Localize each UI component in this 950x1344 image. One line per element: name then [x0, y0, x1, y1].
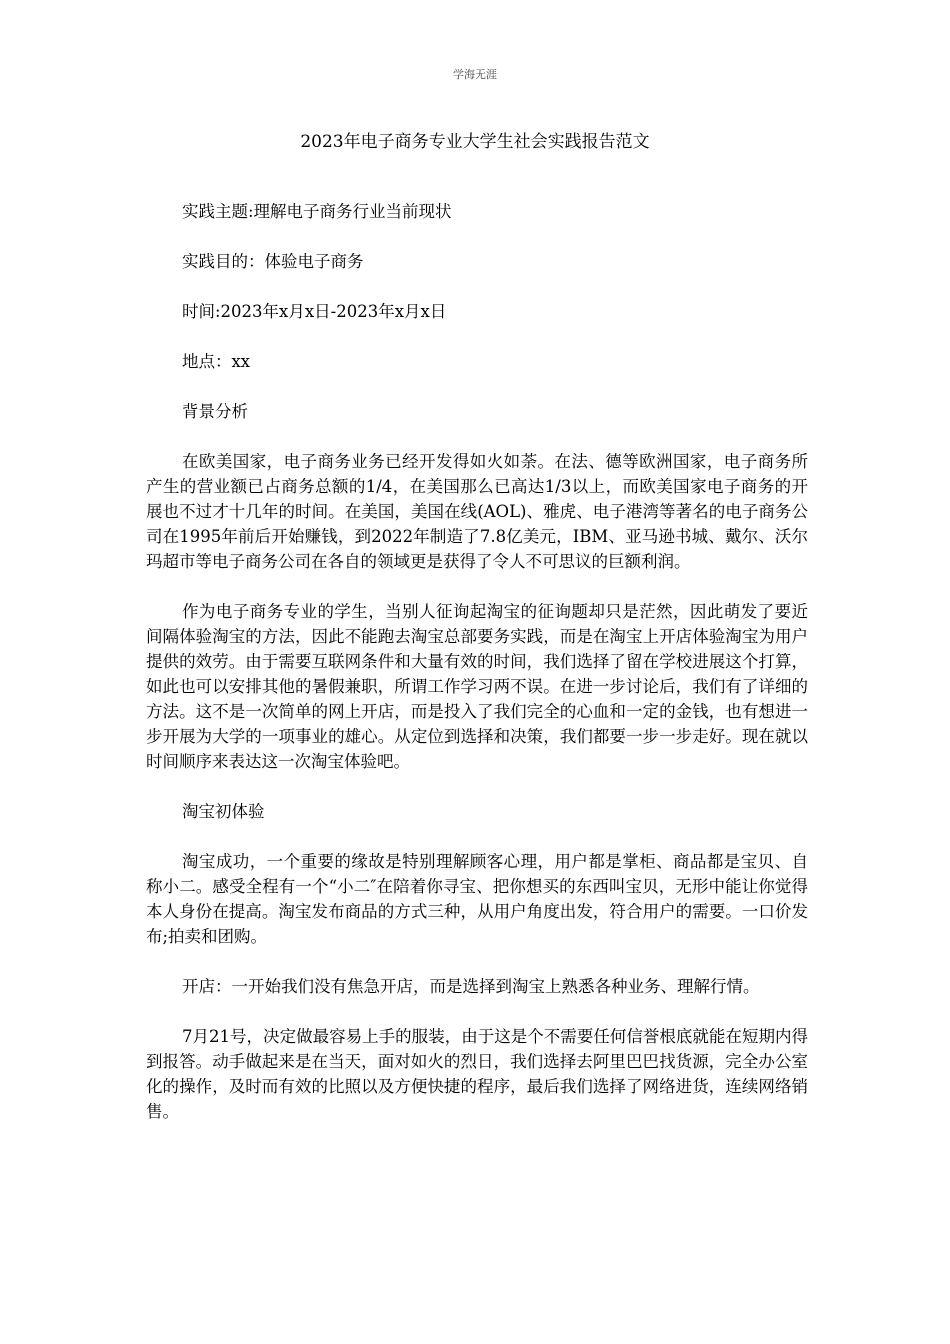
paragraph-taobao-success: 淘宝成功，一个重要的缘故是特别理解顾客心理，用户都是掌柜、商品都是宝贝、自称小二。感受全程有一个“小二″在陪着你寻宝、把你想买的东西叫宝贝，无形中能让你觉得本人身份在提高。淘宝发布商品的方式三种，从用户角度出发，符合用户的需要。一口价发布;拍卖和团购。 — [146, 852, 808, 946]
paragraph-motivation: 作为电子商务专业的学生，当别人征询起淘宝的征询题却只是茫然，因此萌发了要近间隔体验淘宝的方法，因此不能跑去淘宝总部要务实践，而是在淘宝上开店体验淘宝为用户提供的效劳。由于需要互联网条件和大量有效的时间，我们选择了留在学校进展这个打算，如此也可以安排其他的暑假兼职，所谓工作学习两不误。在进一步讨论后，我们有了详细的方法。这不是一次简单的网上开店，而是投入了我们完全的心血和一定的金钱，也有想进一步开展为大学的一项事业的雄心。从定位到选择和决策，我们都要一步一步走好。现在就以时间顺序来表达这一次淘宝体验吧。 — [146, 602, 808, 771]
practice-location: 地点：xx — [182, 352, 251, 371]
practice-theme: 实践主题:理解电子商务行业当前现状 — [182, 202, 452, 221]
practice-purpose: 实践目的：体验电子商务 — [182, 252, 364, 271]
document-body — [146, 199, 808, 1149]
section-heading-background: 背景分析 — [182, 402, 248, 421]
practice-time: 时间:2023年x月x日-2023年x月x日 — [182, 302, 447, 321]
page-header: 学海无涯 — [453, 68, 497, 81]
paragraph-open-store: 开店：一开始我们没有焦急开店，而是选择到淘宝上熟悉各种业务、理解行情。 — [182, 977, 760, 996]
paragraph-background: 在欧美国家，电子商务业务已经开发得如火如荼。在法、德等欧洲国家，电子商务所产生的营业额已占商务总额的1/4，在美国那么已高达1/3以上，而欧美国家电子商务的开展也不过才十几年的时间。在美国，美国在线(AOL)、雅虎、电子港湾等著名的电子商务公司在1995年前后开始赚钱，到2022年制造了7.8亿美元，IBM、亚马逊书城、戴尔、沃尔玛超市等电子商务公司在各自的领域更是获得了令人不可思议的巨额利润。 — [146, 452, 808, 571]
document-title: 2023年电子商务专业大学生社会实践报告范文 — [300, 132, 650, 152]
paragraph-july-21: 7月21号，决定做最容易上手的服装，由于这是个不需要任何信誉根底就能在短期内得到报答。动手做起来是在当天，面对如火的烈日，我们选择去阿里巴巴找货源，完全办公室化的操作，及时而有效的比照以及方便快捷的程序，最后我们选择了网络进货，连续网络销售。 — [146, 1027, 808, 1121]
section-heading-first-experience: 淘宝初体验 — [182, 802, 265, 821]
